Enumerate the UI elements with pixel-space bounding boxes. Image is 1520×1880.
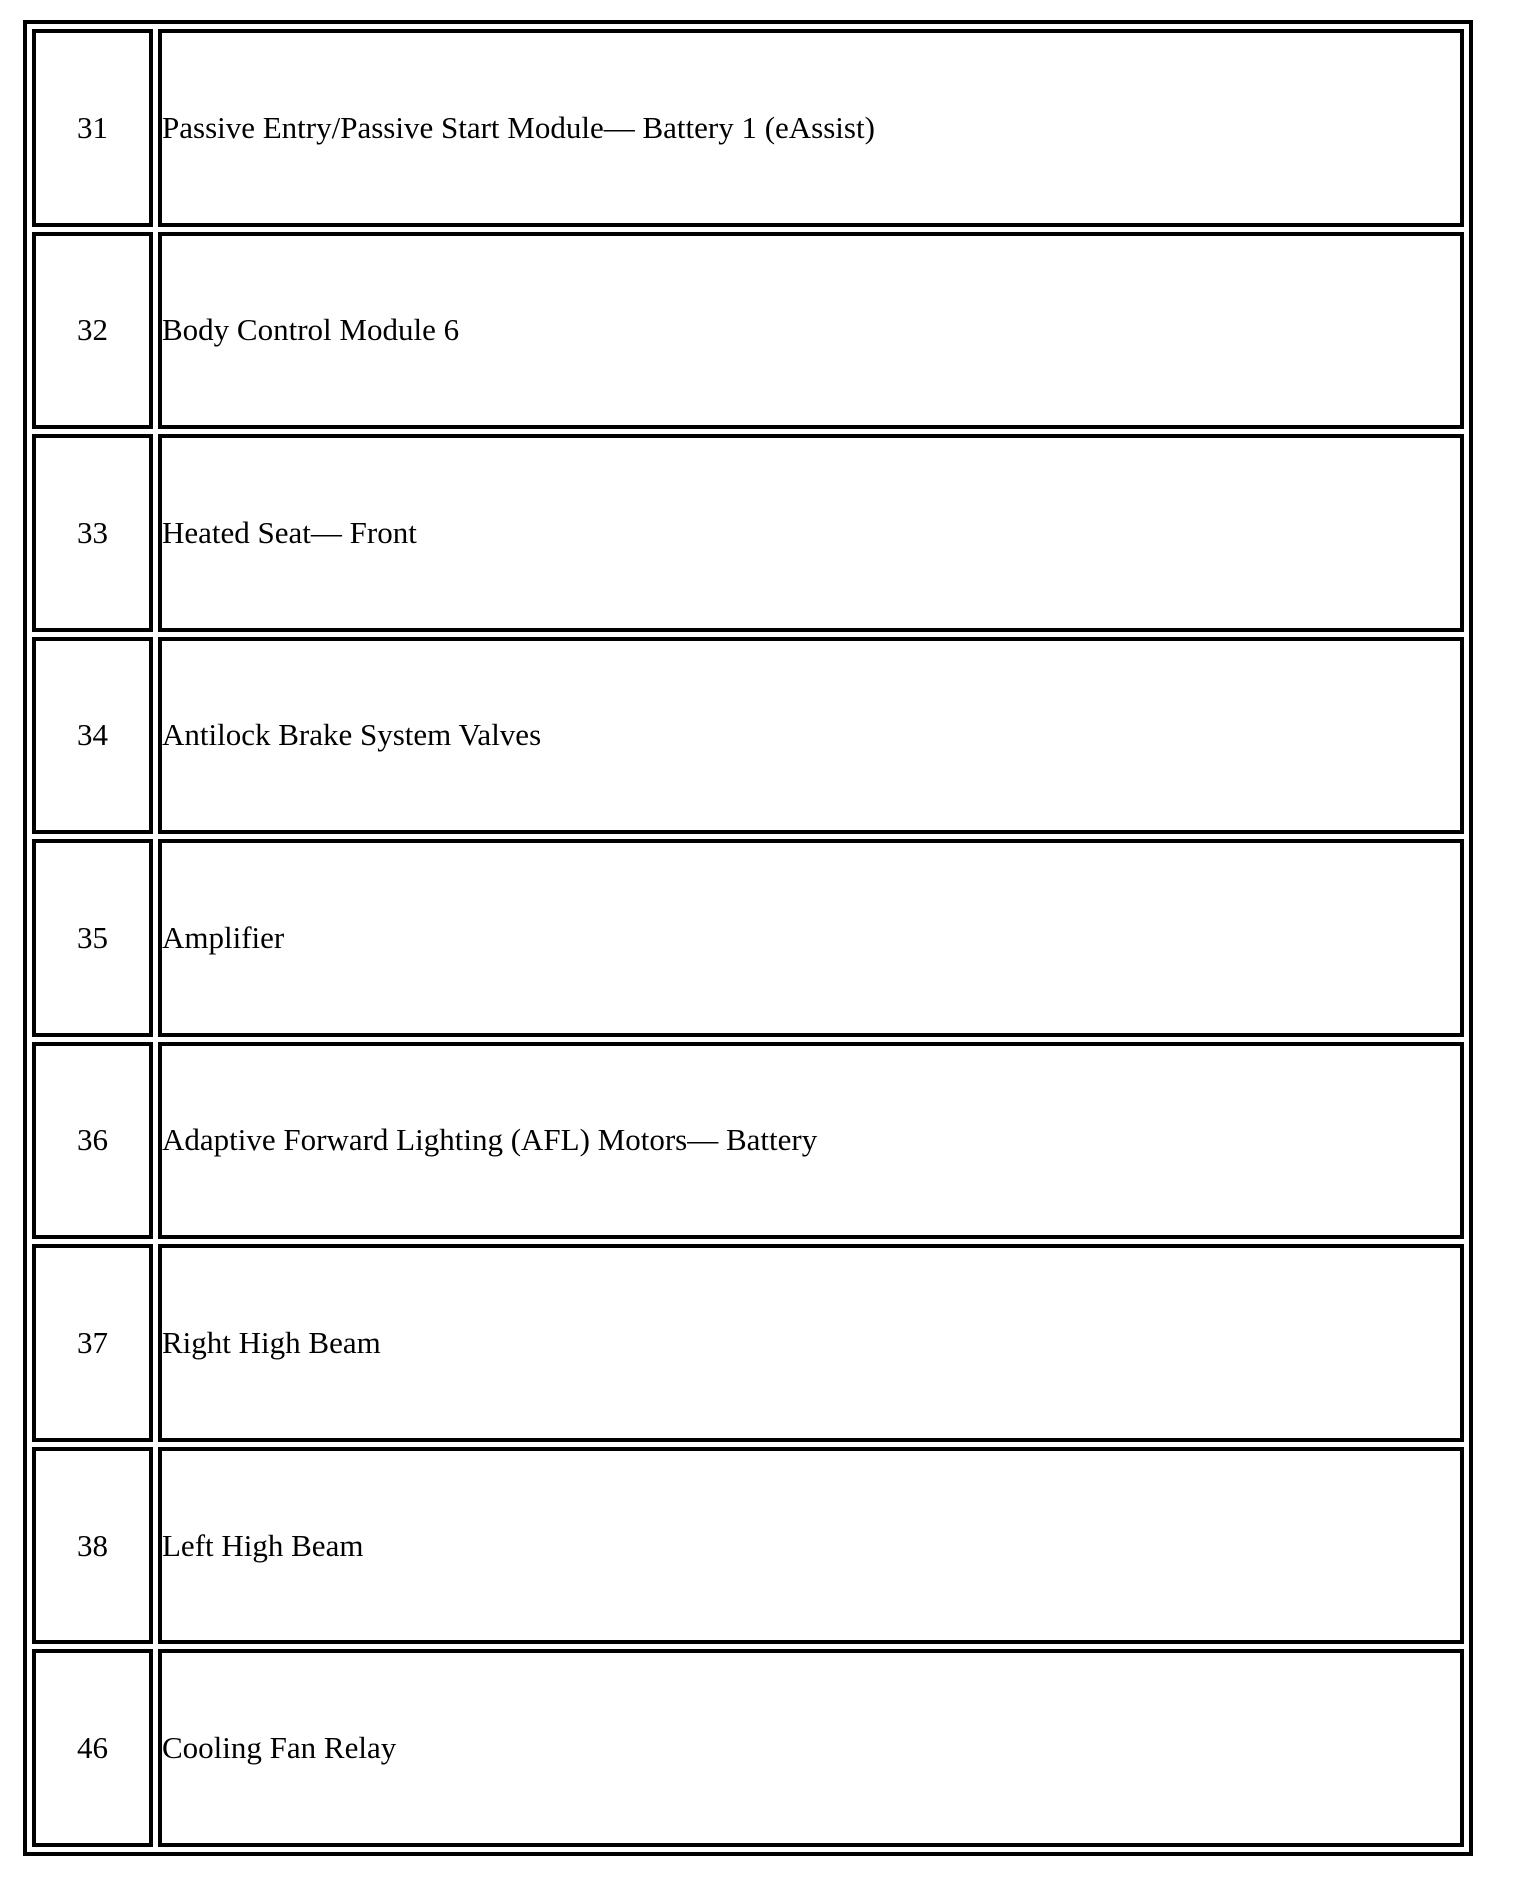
table-row [32, 1649, 1464, 1847]
fuse-usage: Adaptive Forward Lighting (AFL) Motors— Battery [158, 1042, 1464, 1240]
table-row [32, 1042, 1464, 1240]
fuse-number: 46 [32, 1649, 153, 1847]
fuse-usage: Antilock Brake System Valves [158, 637, 1464, 835]
fuse-usage: Body Control Module 6 [158, 232, 1464, 430]
fuse-usage: Heated Seat— Front [158, 434, 1464, 632]
fuse-number: 37 [32, 1244, 153, 1442]
fuse-number: 34 [32, 637, 153, 835]
table-row [32, 839, 1464, 1037]
table-row [32, 232, 1464, 430]
table-row [32, 637, 1464, 835]
fuse-usage: Left High Beam [158, 1447, 1464, 1645]
fuse-number: 33 [32, 434, 153, 632]
fuse-number: 31 [32, 29, 153, 227]
fuse-number: 32 [32, 232, 153, 430]
fuse-number: 38 [32, 1447, 153, 1645]
fuse-usage: Right High Beam [158, 1244, 1464, 1442]
table-row [32, 434, 1464, 632]
fuse-table-frame [23, 20, 1473, 1856]
fuse-usage: Passive Entry/Passive Start Module— Battery 1 (eAssist) [158, 29, 1464, 227]
fuse-table [27, 24, 1469, 1852]
table-row [32, 29, 1464, 227]
table-row [32, 1447, 1464, 1645]
table-row [32, 1244, 1464, 1442]
fuse-usage: Cooling Fan Relay [158, 1649, 1464, 1847]
fuse-number: 36 [32, 1042, 153, 1240]
fuse-number: 35 [32, 839, 153, 1037]
fuse-usage: Amplifier [158, 839, 1464, 1037]
